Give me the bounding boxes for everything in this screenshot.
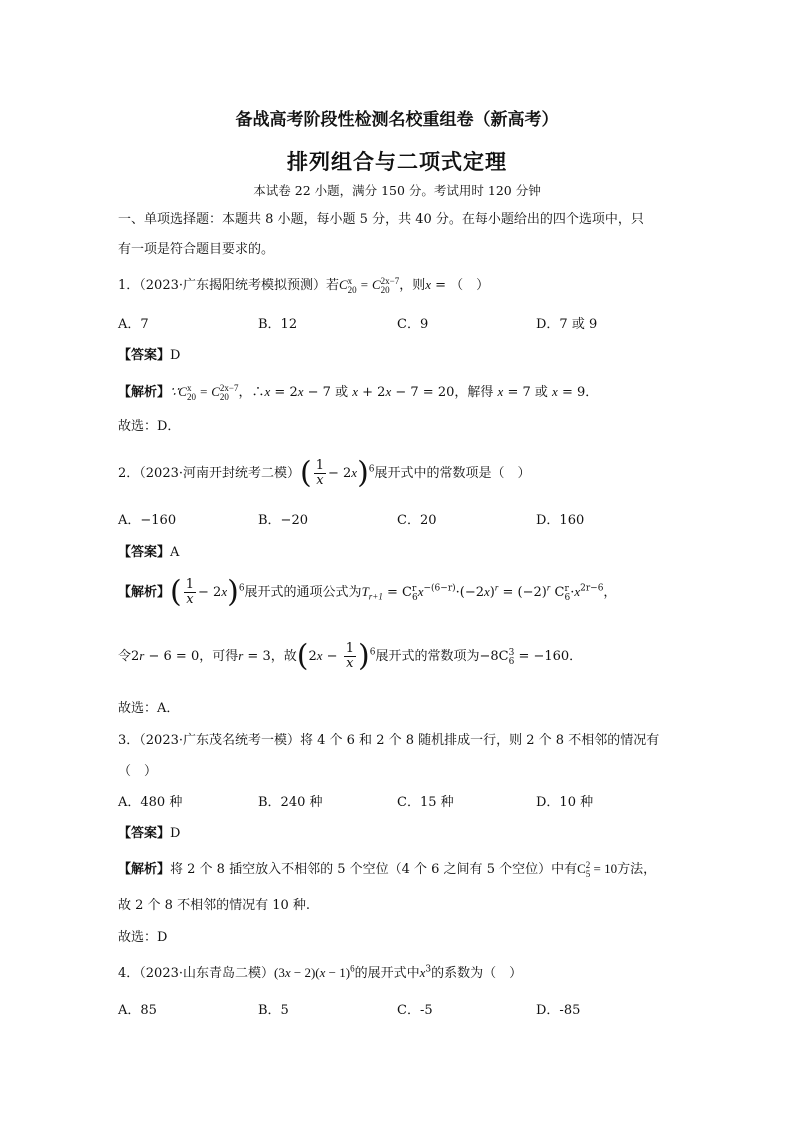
question-3-stem-line2: （ ） — [118, 764, 158, 779]
page-subtitle: 排列组合与二项式定理 — [287, 149, 507, 174]
q1-analysis: 【解析】∵Cx 20 = C2x−7 20 ，∴x = 2x − 7 或 x + 2x − 7 = 20，解得 x = 7 或 x = 9． — [118, 383, 599, 402]
question-3-stem-line1: 3．（2023·广东茂名统考一模）将 4 个 6 和 2 个 8 随机排成一行，则 2 个 8 不相邻的情况有 — [118, 733, 660, 748]
q4-option-d: D．-85 — [536, 1003, 581, 1018]
q1-option-b: B．12 — [258, 317, 298, 332]
question-1-stem: 1．（2023·广东揭阳统考模拟预测）若Cx 20 = C2x−7 20 ，则x = （ ） — [118, 276, 490, 295]
q3-option-b: B．240 种 — [258, 795, 323, 810]
q2-option-d: D．160 — [536, 513, 585, 528]
q1-answer: 【答案】D — [118, 348, 181, 363]
exam-info: 本试卷 22 小题，满分 150 分。考试用时 120 分钟 — [253, 183, 541, 198]
section-heading-line1: 一、单项选择题：本题共 8 小题，每小题 5 分，共 40 分。在每小题给出的四个选项中，只 — [118, 212, 644, 227]
q2-answer: 【答案】A — [118, 545, 180, 560]
q3-option-a: A．480 种 — [118, 795, 183, 810]
q2-analysis-line1: 【解析】( $\frac{1}{x}$ − 2x)$^6$展开式的通项公式为$T_{r+1} = Cr$ $6x^{-(6-r)}\cdot(-2x)^r = (-2)^r$ Cr $6\cdot x^{2r-6}$， — [118, 574, 617, 610]
q4-option-b: B．5 — [258, 1003, 289, 1018]
q1-conclusion: 故选：D． — [118, 419, 181, 434]
question-4-stem: 4．（2023·山东青岛二模）$(3x - 2)(x - 1)^6$的展开式中$x^3$的系数为（ ） — [118, 963, 523, 981]
q1-tail: （ ） — [450, 278, 490, 293]
q2-analysis-line2: 令2r − 6 = 0，可得r = 3，故(2x − $\frac{1}{x}$ )$^6$展开式的常数项为−8C3 6 = −160． — [118, 638, 583, 674]
q1-suffix: ，则 — [399, 278, 426, 293]
q4-option-a: A．85 — [118, 1003, 157, 1018]
q2-conclusion: 故选：A． — [118, 701, 180, 716]
q1-option-a: A．7 — [118, 317, 149, 332]
q2-option-c: C．20 — [397, 513, 437, 528]
q2-option-a: A．−160 — [118, 513, 177, 528]
question-2-stem: 2．（2023·河南开封统考二模）( $\frac{1}{x}$ − 2x)$^6$展开式中的常数项是（ ） — [118, 455, 531, 491]
q3-answer: 【答案】D — [118, 826, 181, 841]
q3-analysis-line1: 【解析】将 2 个 8 插空放入不相邻的 5 个空位（4 个 6 之间有 5 个空位）中有C2 5 = 10方法， — [118, 860, 657, 879]
q1-option-d: D．7 或 9 — [536, 317, 598, 332]
q3-conclusion: 故选：D — [118, 930, 168, 945]
q3-analysis-line2: 故 2 个 8 不相邻的情况有 10 种. — [118, 898, 311, 913]
q3-option-c: C．15 种 — [397, 795, 454, 810]
q3-option-d: D．10 种 — [536, 795, 594, 810]
q1-option-c: C．9 — [397, 317, 429, 332]
q1-var: x — [425, 277, 431, 292]
q1-formula: Cx 20 = C2x−7 20 — [339, 276, 400, 295]
q1-prefix: 1．（2023·广东揭阳统考模拟预测）若 — [118, 278, 339, 293]
page-title: 备战高考阶段性检测名校重组卷（新高考） — [235, 110, 559, 130]
section-heading-line2: 有一项是符合题目要求的。 — [118, 242, 275, 257]
q2-option-b: B．−20 — [258, 513, 308, 528]
q4-option-c: C．-5 — [397, 1003, 433, 1018]
